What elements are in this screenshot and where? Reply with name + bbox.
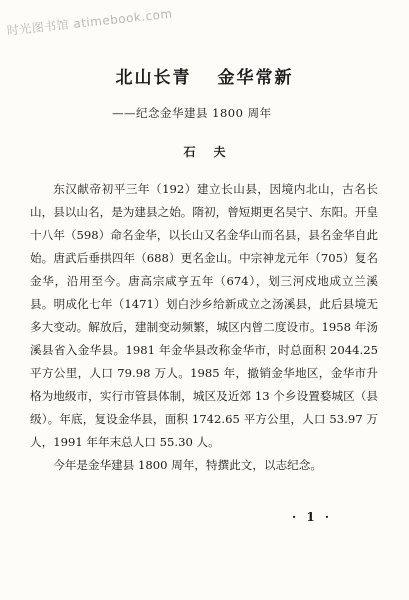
subtitle: ——纪念金华建县 1800 周年 [112,106,272,120]
title-part-2: 金华常新 [217,68,294,88]
author: 石夫 [183,145,244,159]
paragraph: 今年是金华建县 1800 周年，特撰此文，以志纪念。 [53,458,322,472]
title-part-1: 北山长青 [115,68,192,88]
page-title [0,63,409,88]
article-body [30,178,378,477]
watermark: 时光图书馆 atimebook.com [6,6,174,38]
page-number: · 1 · [292,510,333,524]
paragraph: 东汉献帝初平三年（192）建立长山县，因境内北山，古名长山，县以山名，是为建县之始。隋初，曾短期更名吴宁、东阳。开皇十八年（598）命名金华，以长山又名金华山而名县，县名金华自此始。唐武后垂拱四年（688）更名金山。中宗神龙元年（705）复名金华，沿用至今。唐高宗咸亨五年（674），划三河戍地成立兰溪县。明成化七年（1471）划白沙乡给新成立之汤溪县，此后县境无多大变动。解放后，建制变动频繁，城区内曾二度设市。1958 年汤溪县省入金华县。1981 年金华县改称金华市，时总面积 2044.25 平方公里，人口 79.98 万人。1985 年，撤销金华地区，金华市升格为地级市，实行市管县体制，城区及近郊 13 个乡设置婺城区（县级）。年底，复设金华县，面积 1742.65 平方公里，人口 53.97 万人，1991 年年末总人口 55.30 人。 [30,182,378,449]
